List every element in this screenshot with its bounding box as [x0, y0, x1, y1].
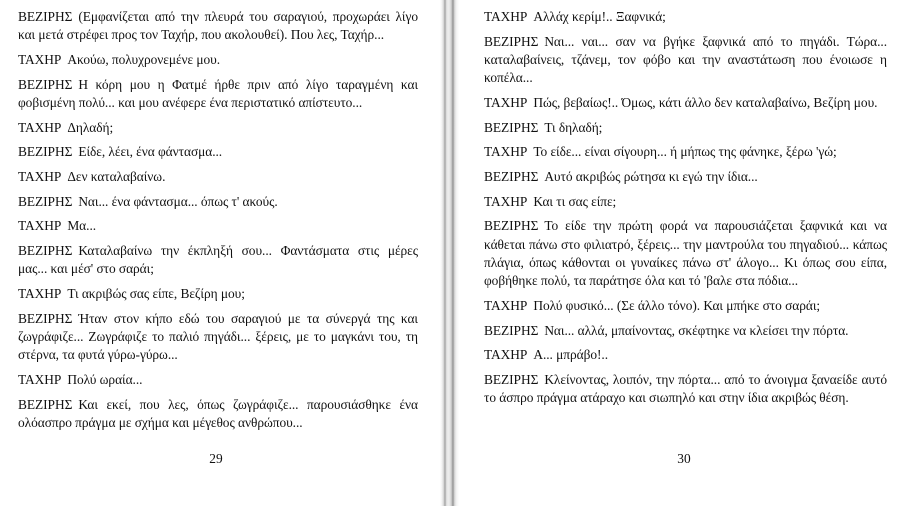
dialogue-line [18, 217, 418, 235]
dialogue-text: Κλείνοντας, λοιπόν, την πόρτα... από το άνοιγμα ξαναείδε αυτό το άσπρο πράγμα ατάραχο και σιωπηλό και στην ίδια ακριβώς θέση. [484, 372, 887, 406]
dialogue-text: Και εκεί, που λες, όπως ζωγράφιζε... παρουσιάσθηκε ένα ολόασπρο πράγμα με σχήμα και μέγεθος ανθρώπου... [18, 396, 418, 431]
speaker-name: ΒΕΖΙΡΗΣ [18, 193, 73, 209]
speaker-name: ΒΕΖΙΡΗΣ [484, 33, 539, 49]
dialogue-text: Και τι σας είπε; [533, 193, 617, 209]
speaker-name: ΤΑΧΗΡ [18, 119, 62, 135]
speaker-name: ΒΕΖΙΡΗΣ [18, 243, 73, 259]
dialogue-line [484, 94, 887, 112]
speaker-name: ΤΑΧΗΡ [484, 297, 528, 313]
dialogue-text: Το είδε... είναι σίγουρη... ή μήπως της φάνηκε, ξέρω 'γώ; [533, 144, 837, 160]
speaker-name: ΒΕΖΙΡΗΣ [18, 144, 73, 160]
dialogue-line [18, 396, 418, 433]
dialogue-line [484, 143, 887, 161]
right-page [459, 0, 901, 506]
speaker-name: ΤΑΧΗΡ [18, 169, 62, 185]
dialogue-text: Ήταν στον κήπο εδώ του σαραγιού με τα σύνεργά της και ζωγράφιζε... Ζωγράφιζε το παλιό πηγάδι... ξέρεις, με το μαγκάνι του, τη στέρνα, τα φυτά γύρω-γύρω... [18, 310, 418, 363]
dialogue-text: Ναι... αλλά, μπαίνοντας, σκέφτηκε να κλείσει την πόρτα. [544, 322, 849, 338]
speaker-name: ΤΑΧΗΡ [18, 372, 62, 388]
dialogue-text: Πολύ ωραία... [67, 372, 143, 388]
speaker-name: ΒΕΖΙΡΗΣ [18, 76, 73, 92]
speaker-name: ΤΑΧΗΡ [484, 144, 528, 160]
dialogue-text: Μα... [67, 218, 97, 234]
dialogue-line [484, 217, 887, 290]
speaker-name: ΤΑΧΗΡ [18, 286, 62, 302]
dialogue-line [484, 168, 887, 186]
dialogue-line [18, 51, 418, 69]
speaker-name: ΒΕΖΙΡΗΣ [18, 396, 73, 412]
dialogue-line [18, 76, 418, 113]
dialogue-line [18, 8, 418, 45]
dialogue-line [18, 119, 418, 137]
dialogue-line [484, 371, 887, 408]
dialogue-text: Α... μπράβο!.. [533, 347, 608, 363]
dialogue-line [484, 346, 887, 364]
speaker-name: ΤΑΧΗΡ [484, 9, 528, 24]
speaker-name: ΤΑΧΗΡ [18, 51, 62, 67]
dialogue-text: Τι ακριβώς σας είπε, Βεζίρη μου; [67, 286, 245, 302]
dialogue-text: Ναι... ένα φάντασμα... όπως τ' ακούς. [78, 193, 278, 209]
dialogue-text: Δεν καταλαβαίνω. [67, 169, 166, 185]
speaker-name: ΤΑΧΗΡ [484, 193, 528, 209]
page-number: 29 [209, 451, 223, 466]
dialogue-text: Τι δηλαδή; [544, 119, 603, 135]
dialogue-text: Δηλαδή; [67, 119, 114, 135]
dialogue-text: Η κόρη μου η Φατμέ ήρθε πριν από λίγο ταραγμένη και φοβισμένη πολύ... και μου ανέφερε ένα περιστατικό απίστευτο... [18, 76, 418, 110]
dialogue-line [18, 242, 418, 279]
dialogue-line [484, 33, 887, 88]
book-gutter [440, 0, 459, 506]
speaker-name: ΒΕΖΙΡΗΣ [484, 218, 539, 234]
dialogue-text: Το είδε την πρώτη φορά να παρουσιάζεται ξαφνικά και να κάθεται πάνω στο φιλιατρό, ξέρεις... την μαντρούλα του πηγαδιού... κάπως πλάγια, όπως κάθονται οι γυναίκες πάνω στ' άλογο... Κι όπως σου είπα, φοβήθηκε πολύ, τα παράτησε όλα και τό 'βαλε στα πόδια... [484, 218, 887, 289]
page-number: 30 [677, 451, 691, 466]
dialogue-line [18, 371, 418, 389]
speaker-name: ΤΑΧΗΡ [484, 347, 528, 363]
speaker-name: ΤΑΧΗΡ [18, 218, 62, 234]
dialogue-text: (Εμφανίζεται από την πλευρά του σαραγιού, προχωράει λίγο και μετά στρέφει προς τον Ταχήρ, που ακολουθεί). Που λες, Ταχήρ... [18, 9, 418, 43]
dialogue-text: Ναι... ναι... σαν να βγήκε ξαφνικά από το πηγάδι. Τώρα... καταλαβαίνεις, τζάνεμ, τον φόβο και την αναστάτωση που ένοιωσε η κοπέλα... [484, 33, 887, 86]
dialogue-line [18, 310, 418, 365]
dialogue-line [484, 297, 887, 315]
dialogue-line [18, 168, 418, 186]
speaker-name: ΒΕΖΙΡΗΣ [484, 322, 539, 338]
dialogue-text: Αλλάχ κερίμ!.. Ξαφνικά; [533, 9, 666, 24]
dialogue-text: Αυτό ακριβώς ρώτησα κι εγώ την ίδια... [544, 169, 758, 185]
dialogue-line [18, 193, 418, 211]
dialogue-line [484, 8, 887, 26]
dialogue-line [484, 193, 887, 211]
speaker-name: ΒΕΖΙΡΗΣ [484, 119, 539, 135]
dialogue-text: Καταλαβαίνω την έκπληξή σου... Φαντάσματα στις μέρες μας... και μέσ' στο σαράι; [18, 243, 418, 277]
speaker-name: ΒΕΖΙΡΗΣ [18, 9, 73, 24]
dialogue-line [18, 143, 418, 161]
dialogue-line [18, 285, 418, 303]
left-page [0, 0, 440, 506]
dialogue-text: Πώς, βεβαίως!.. Όμως, κάτι άλλο δεν καταλαβαίνω, Βεζίρη μου. [533, 94, 878, 110]
dialogue-text: Είδε, λέει, ένα φάντασμα... [78, 144, 223, 160]
speaker-name: ΤΑΧΗΡ [484, 94, 528, 110]
speaker-name: ΒΕΖΙΡΗΣ [484, 169, 539, 185]
dialogue-text: Ακούω, πολυχρονεμένε μου. [67, 51, 221, 67]
speaker-name: ΒΕΖΙΡΗΣ [484, 372, 539, 388]
dialogue-line [484, 322, 887, 340]
dialogue-text: Πολύ φυσικό... (Σε άλλο τόνο). Και μπήκε στο σαράι; [533, 297, 821, 313]
speaker-name: ΒΕΖΙΡΗΣ [18, 310, 73, 326]
dialogue-line [484, 119, 887, 137]
